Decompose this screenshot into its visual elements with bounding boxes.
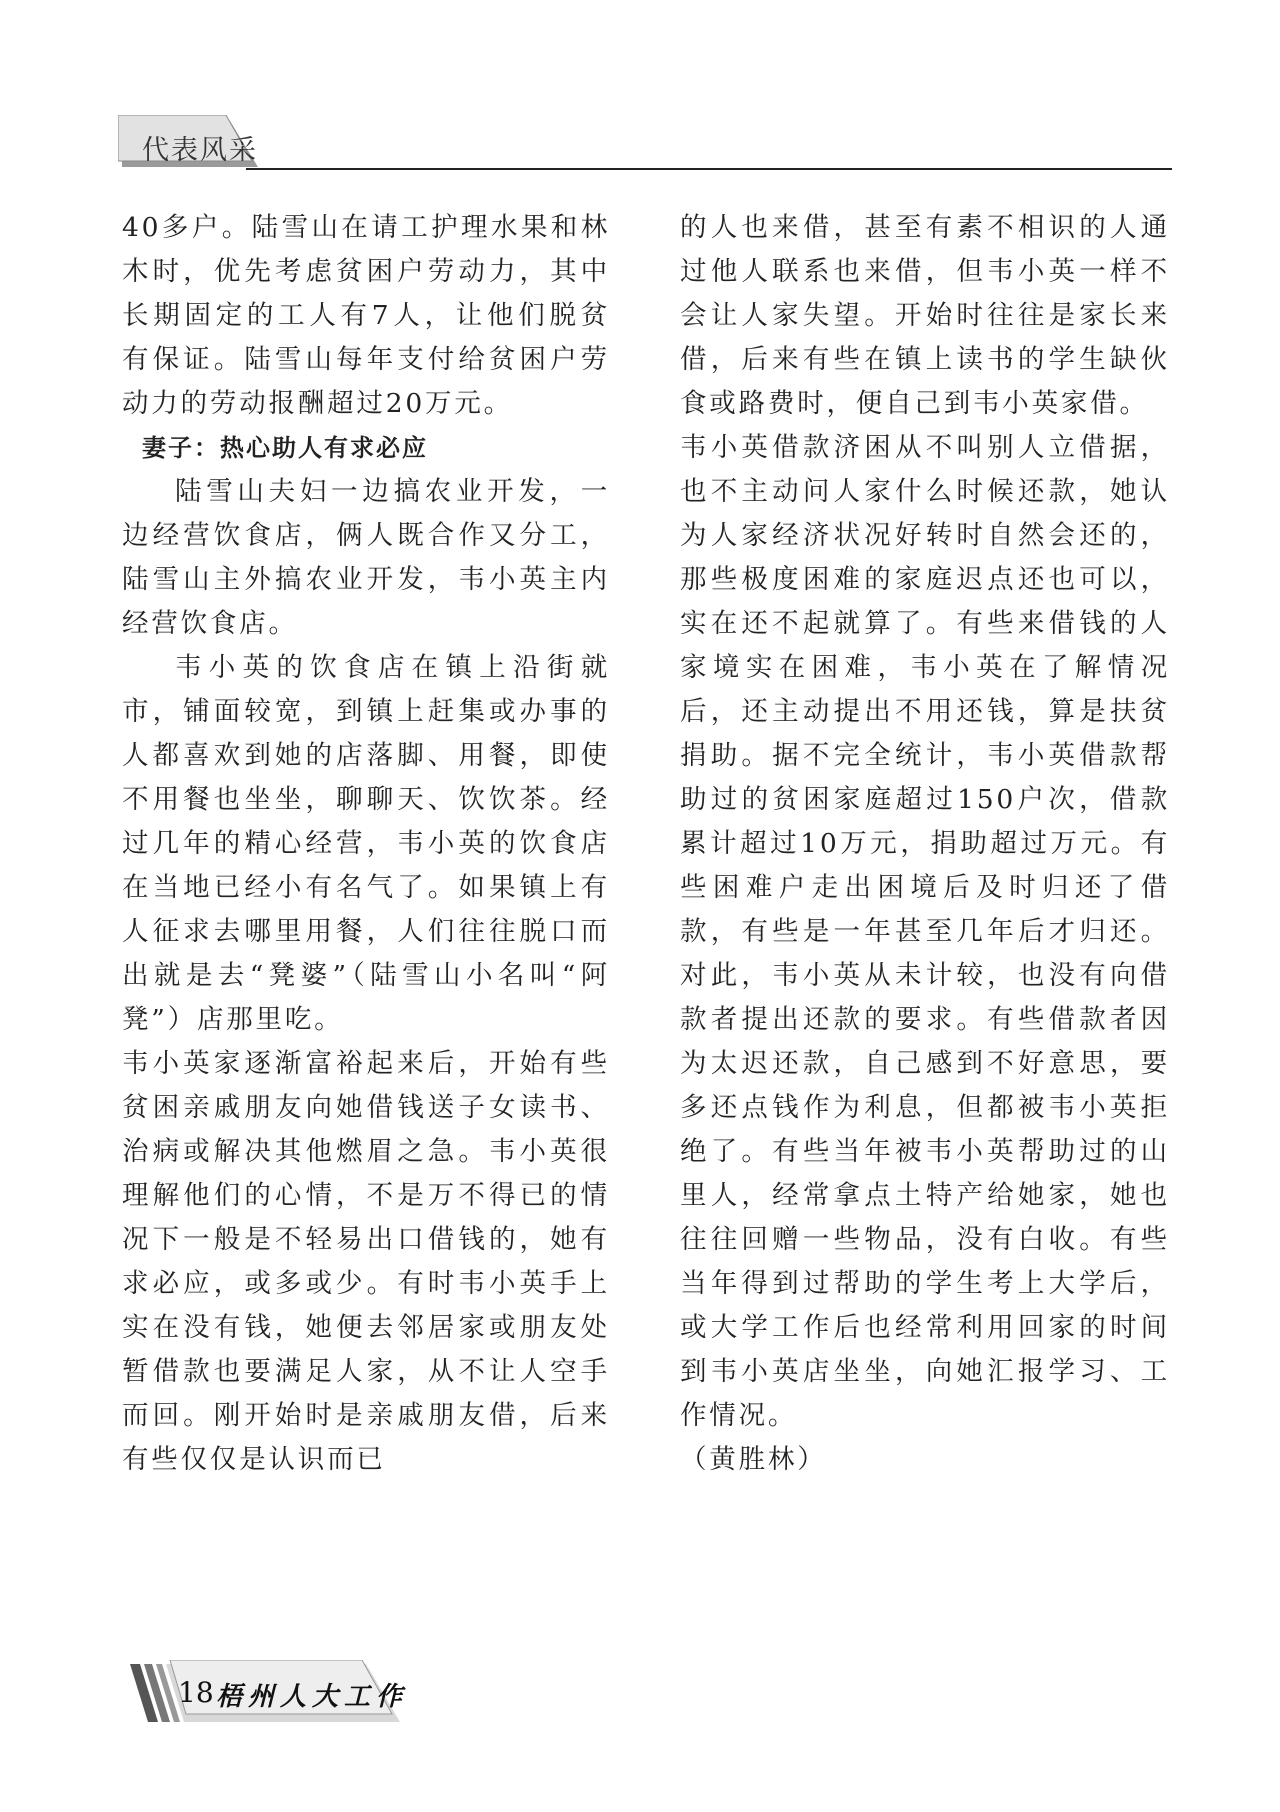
magazine-title: 梧州人大工作: [216, 1682, 409, 1712]
left-paragraph-4: 韦小英家逐渐富裕起来后，开始有些贫困亲戚朋友向她借钱送子女读书、治病或解决其他燃眉之急。韦小英很理解他们的心情，不是万不得已的情况下一般是不轻易出口借钱的，她有求必应，或多或少。有时韦小英手上实在没有钱，她便去邻居家或朋友处暂借款也要满足人家，从不让人空手而回。刚开始时是亲戚朋友借，后来有些仅仅是认识而已: [122, 1048, 610, 1475]
author-byline: （黄胜林）: [680, 1444, 827, 1475]
left-paragraph-3: 韦小英的饮食店在镇上沿街就市，铺面较宽，到镇上赶集或办事的人都喜欢到她的店落脚、用餐，即使不用餐也坐坐，聊聊天、饮饮茶。经过几年的精心经营，韦小英的饮食店在当地已经小有名气了。如果镇上有人征求去哪里用餐，人们往往脱口而出就是去“凳婆”（陆雪山小名叫“阿凳”）店那里吃。: [122, 652, 610, 1035]
left-paragraph-2: 陆雪山夫妇一边搞农业开发，一边经营饮食店，俩人既合作又分工，陆雪山主外搞农业开发，韦小英主内经营饮食店。: [122, 476, 610, 639]
page-number: 18: [178, 1676, 214, 1709]
page-footer: [130, 1660, 410, 1726]
left-column: [122, 206, 610, 1482]
section-heading: 妻子：热心助人有求必应: [142, 434, 428, 462]
section-label: 代表风采: [142, 135, 258, 166]
right-paragraph-2: 韦小英借款济困从不叫别人立借据，也不主动问人家什么时候还款，她认为人家经济状况好转时自然会还的，那些极度困难的家庭迟点还也可以，实在还不起就算了。有些来借钱的人家境实在困难，韦小英在了解情况后，还主动提出不用还钱，算是扶贫捐助。据不完全统计，韦小英借款帮助过的贫困家庭超过150户次，借款累计超过10万元，捐助超过万元。有些困难户走出困境后及时归还了借款，有些是一年甚至几年后才归还。对此，韦小英从未计较，也没有向借款者提出还款的要求。有些借款者因为太迟还款，自己感到不好意思，要多还点钱作为利息，但都被韦小英拒绝了。有些当年被韦小英帮助过的山里人，经常拿点土特产给她家，她也往往回赠一些物品，没有白收。有些当年得到过帮助的学生考上大学后，或大学工作后也经常利用回家的时间到韦小英店坐坐，向她汇报学习、工作情况。: [680, 432, 1170, 1431]
right-column: [680, 206, 1170, 1482]
left-paragraph-1: 40多户。陆雪山在请工护理水果和林木时，优先考虑贫困户劳动力，其中长期固定的工人有7人，让他们脱贫有保证。陆雪山每年支付给贫困户劳动力的劳动报酬超过20万元。: [122, 212, 610, 419]
right-paragraph-1: 的人也来借，甚至有素不相识的人通过他人联系也来借，但韦小英一样不会让人家失望。开始时往往是家长来借，后来有些在镇上读书的学生缺伙食或路费时，便自己到韦小英家借。: [680, 212, 1170, 419]
header-rule: [246, 168, 1172, 170]
